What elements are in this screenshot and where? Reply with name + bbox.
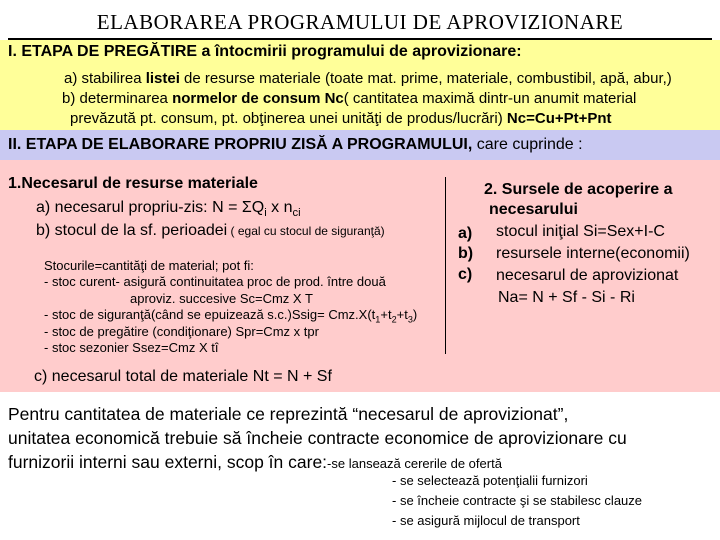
stage2-section xyxy=(0,130,720,160)
page-title: ELABORAREA PROGRAMULUI DE APROVIZIONARE xyxy=(96,10,624,34)
bottom-list-item: - se selectează potenţialii furnizori xyxy=(392,473,588,488)
left-heading: 1.Necesarul de resurse materiale xyxy=(8,175,258,192)
right-marker-b: b) xyxy=(458,245,474,262)
stage1-section xyxy=(0,40,720,130)
right-formula: Na= N + Sf - Si - Ri xyxy=(498,289,635,306)
stoc-curent-line1: - stoc curent- asigură continuitatea proc de prod. între două xyxy=(44,274,386,289)
stage1-item-a-text: a) stabilirea xyxy=(64,70,146,87)
left-item-b xyxy=(36,222,385,240)
stage1-item-a-bold: listei xyxy=(145,70,180,87)
title-band xyxy=(0,0,720,40)
bottom-line3-small: -se lansează cererile de ofertă xyxy=(327,456,502,471)
stoc-pregatire: - stoc de pregătire (condiţionare) Spr=Cmz x tpr xyxy=(44,324,319,339)
bottom-line1: Pentru cantitatea de materiale ce reprezintă “necesarul de aprovizionat”, xyxy=(8,404,569,424)
right-heading-line2: necesarului xyxy=(489,201,578,218)
stoc-intro: Stocurile=cantităţi de material; pot fi: xyxy=(44,258,254,273)
stage1-item-b-line2 xyxy=(70,110,612,127)
right-heading-line1: 2. Sursele de acoperire a xyxy=(484,181,673,198)
stoc-siguranta-mid2: +t xyxy=(396,307,408,322)
left-item-b-text: b) stocul de la sf. perioadei xyxy=(36,222,228,239)
left-item-b-note: ( egal cu stocul de siguranţă) xyxy=(227,224,385,238)
left-item-a-sub2: ci xyxy=(292,207,301,220)
right-item-b: resursele interne(economii) xyxy=(496,245,690,262)
stoc-siguranta-sub2: 2 xyxy=(391,314,397,325)
left-item-a-sub1: i xyxy=(264,207,267,220)
stoc-siguranta-text: - stoc de siguranţă(când se epuizează s.c.)Ssig= Cmz.X(t xyxy=(44,307,376,322)
bottom-line3 xyxy=(8,452,502,473)
stoc-siguranta-mid1: +t xyxy=(380,307,392,322)
stage1-formula: Nc=Cu+Pt+Pnt xyxy=(506,110,612,127)
stage2-heading-rest: care cuprinde : xyxy=(472,136,583,153)
stoc-siguranta xyxy=(44,307,417,325)
column-divider xyxy=(445,177,446,354)
right-marker-c: c) xyxy=(458,266,473,283)
bottom-line3-text: furnizorii interni sau externi, scop în care: xyxy=(8,452,328,472)
stoc-siguranta-sub1: 1 xyxy=(375,314,381,325)
stoc-curent-line2: aproviz. succesive Sc=Cmz X T xyxy=(130,291,313,306)
stage2-heading xyxy=(8,136,583,154)
left-item-c: c) necesarul total de materiale Nt = N + Sf xyxy=(34,368,332,385)
stage2-heading-bold: II. ETAPA DE ELABORARE PROPRIU ZISĂ A PROGRAMULUI, xyxy=(8,136,473,153)
left-item-a-text: a) necesarul propriu-zis: N = ΣQ xyxy=(36,199,265,216)
bottom-line2: unitatea economică trebuie să încheie contracte economice de aprovizionare cu xyxy=(8,428,627,448)
stage1-heading: I. ETAPA DE PREGĂTIRE a întocmirii programului de aprovizionare: xyxy=(8,43,522,60)
bottom-list-item: - se încheie contracte şi se stabilesc clauze xyxy=(392,493,643,508)
right-item-c: necesarul de aprovizionat xyxy=(496,267,679,284)
left-item-a xyxy=(36,199,301,219)
right-item-a: stocul iniţial Si=Sex+I-C xyxy=(496,223,665,240)
stage1-item-b-bold: normelor de consum Nc xyxy=(172,90,344,107)
stoc-siguranta-sub3: 3 xyxy=(407,314,413,325)
right-marker-a: a) xyxy=(458,225,473,242)
stage1-item-b-text: b) determinarea xyxy=(62,90,173,107)
stage1-item-a xyxy=(64,70,672,87)
stage1-item-b xyxy=(62,90,636,107)
stoc-siguranta-end: ) xyxy=(412,307,418,322)
stoc-sezonier: - stoc sezonier Ssez=Cmz X tî xyxy=(44,340,219,355)
left-item-a-mid: x n xyxy=(266,199,293,216)
bottom-list-item: - se asigură mijlocul de transport xyxy=(392,513,580,528)
stage1-item-b-rest: ( cantitatea maximă dintr-un anumit material xyxy=(343,90,637,107)
stage1-item-b-line2-text: prevăzută pt. consum, pt. obţinerea unei unităţi de produs/lucrări) xyxy=(70,110,507,127)
stage1-item-a-rest: de resurse materiale (toate mat. prime, materiale, combustibil, apă, abur,) xyxy=(179,70,672,87)
